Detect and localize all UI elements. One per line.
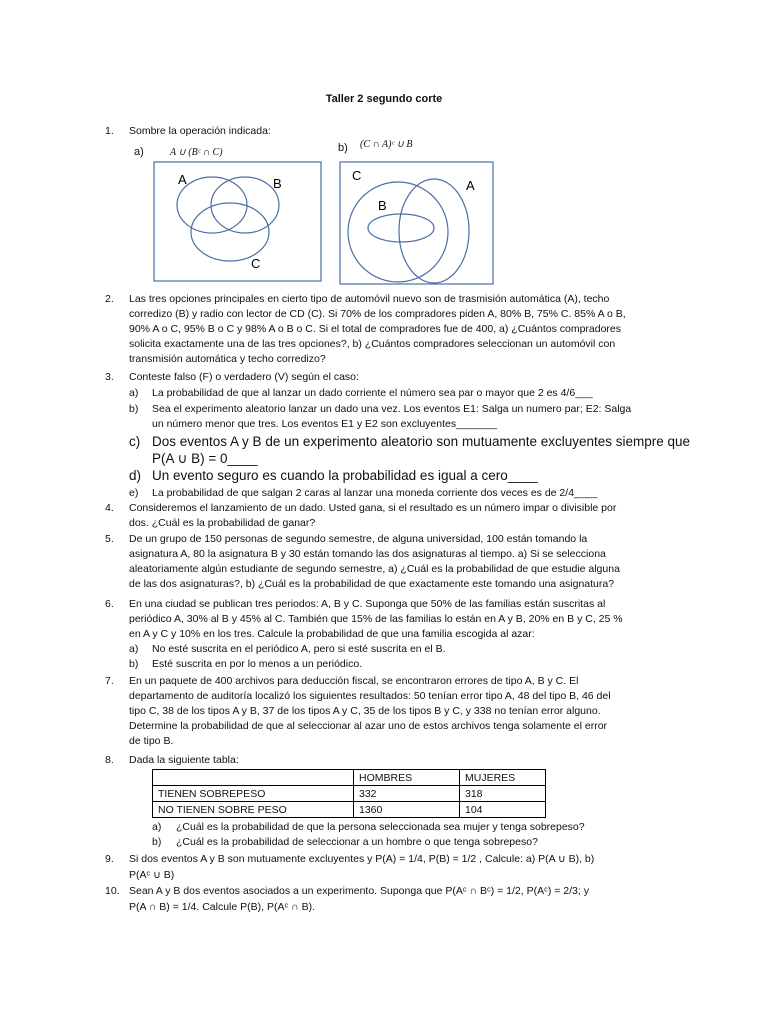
item-text: Esté suscrita en por lo menos a un periódico.	[152, 658, 363, 670]
item-letter: c)	[129, 434, 141, 449]
diagram-a-label: a)	[134, 146, 144, 158]
item-text: La probabilidad de que al lanzar un dado corriente el número sea par o mayor que 2 es 4/6___	[152, 387, 593, 399]
question-text: Dada la siguiente tabla:	[129, 754, 239, 766]
table-header-cell: HOMBRES	[354, 770, 460, 786]
question-text: Conteste falso (F) o verdadero (V) según el caso:	[129, 371, 359, 383]
item-letter: d)	[129, 468, 142, 483]
question-line: en A y C y 10% en los tres. Calcule la probabilidad de que una familia escogida al azar:	[129, 628, 535, 640]
diagram-b-label: b)	[338, 142, 348, 154]
item-text: ¿Cuál es la probabilidad de seleccionar a un hombre o que tenga sobrepeso?	[176, 836, 538, 848]
venn-a-circle-a	[177, 177, 247, 233]
question-line: asignatura A, 80 la asignatura B y 30 están tomando las dos asignaturas al tiempo. a) Si se selecciona	[129, 548, 606, 560]
venn-a-label-c: C	[251, 256, 261, 271]
item-text: Un evento seguro es cuando la probabilidad es igual a cero____	[152, 468, 538, 483]
venn-a-label-a: A	[178, 172, 187, 187]
table-cell: 318	[460, 786, 546, 802]
venn-b-circle-b	[368, 214, 434, 242]
question-line: Si dos eventos A y B son mutuamente excluyentes y P(A) = 1/4, P(B) = 1/2 , Calcule: a) P(A ∪ B), b)	[129, 853, 595, 865]
table-cell: NO TIENEN SOBRE PESO	[153, 802, 354, 818]
data-table	[152, 769, 546, 818]
question-line: En un paquete de 400 archivos para deducción fiscal, se encontraron errores de tipo A, B y C. El	[129, 675, 579, 687]
question-line: Las tres opciones principales en cierto tipo de automóvil nuevo son de trasmisión automática (A), techo	[129, 293, 610, 305]
question-line: P(Aᶜ ∪ B)	[129, 869, 175, 881]
question-line: periódico A, 30% al B y 45% al C. También que 15% de las familias lo están en A y B, 20% en B y C, 25 %	[129, 613, 623, 625]
table-header-row	[153, 770, 546, 786]
item-letter: a)	[129, 643, 139, 655]
question-line: solicita exactamente una de las tres opciones?, b) ¿Cuántos compradores seleccionan un automóvil con	[129, 338, 616, 350]
table-row	[153, 802, 546, 818]
table-cell: TIENEN SOBREPESO	[153, 786, 354, 802]
venn-b-label-a: A	[466, 178, 475, 193]
table-cell: 332	[354, 786, 460, 802]
item-text: P(A ∪ B) = 0____	[152, 451, 258, 466]
question-line: Sean A y B dos eventos asociados a un experimento. Suponga que P(Aᶜ ∩ Bᶜ) = 1/2, P(Aᶜ) = 2/3; y	[129, 885, 589, 897]
question-number: 5.	[105, 533, 114, 545]
table-cell: 1360	[354, 802, 460, 818]
question-number: 7.	[105, 675, 114, 687]
question-line: P(A ∩ B) = 1/4. Calcule P(B), P(Aᶜ ∩ B).	[129, 901, 315, 913]
table-cell: 104	[460, 802, 546, 818]
question-number: 8.	[105, 754, 114, 766]
question-line: corredizo (B) y radio con lector de CD (C). Si 70% de los compradores piden A, 80% B, 75% C. 85% A o B,	[129, 308, 626, 320]
item-text: un número menor que tres. Los eventos E1 y E2 son excluyentes_______	[152, 418, 497, 430]
question-number: 4.	[105, 502, 114, 514]
table-row	[153, 786, 546, 802]
question-line: dos. ¿Cuál es la probabilidad de ganar?	[129, 517, 316, 529]
question-line: departamento de auditoría localizó los siguientes resultados: 50 tenían error tipo A, 48 del tipo B, 46 del	[129, 690, 611, 702]
item-letter: a)	[129, 387, 139, 399]
item-text: No esté suscrita en el periódico A, pero si esté suscrita en el B.	[152, 643, 446, 655]
question-line: transmisión automática y techo corredizo?	[129, 353, 326, 365]
item-text: Sea el experimento aleatorio lanzar un dado una vez. Los eventos E1: Salga un numero par; E2: Salga	[152, 403, 632, 415]
question-number: 10.	[105, 885, 120, 897]
item-text: Dos eventos A y B de un experimento aleatorio son mutuamente excluyentes siempre que	[152, 434, 691, 449]
question-line: 90% A o C, 95% B o C y 98% A o B o C. Si el total de compradores fue de 400, a) ¿Cuántos compradores	[129, 323, 622, 335]
venn-b-label-c: C	[352, 168, 362, 183]
question-line: de tipo B.	[129, 735, 174, 747]
venn-b-label-b: B	[378, 198, 387, 213]
table-header-cell	[153, 770, 354, 786]
diagram-a-formula: A ∪ (Bᶜ ∩ C)	[170, 147, 223, 158]
question-line: Consideremos el lanzamiento de un dado. Usted gana, si el resultado es un número impar o divisible por	[129, 502, 617, 514]
item-letter: b)	[152, 836, 162, 848]
question-number: 6.	[105, 598, 114, 610]
question-text: Sombre la operación indicada:	[129, 125, 271, 137]
question-line: de las dos asignaturas?, b) ¿Cuál es la probabilidad de que exactamente este tomando una asignatura?	[129, 578, 615, 590]
venn-a-label-b: B	[273, 176, 282, 191]
page-title: Taller 2 segundo corte	[325, 93, 443, 105]
item-letter: b)	[129, 658, 139, 670]
question-line: tipo C, 38 de los tipos A y B, 37 de los tipos A y C, 35 de los tipos B y C, y 338 no tenían error alguno.	[129, 705, 601, 717]
question-line: aleatoriamente algún estudiante de segundo semestre, a) ¿Cuál es la probabilidad de que estudie alguna	[129, 563, 620, 575]
venn-diagram-b	[336, 158, 498, 288]
item-text: ¿Cuál es la probabilidad de que la persona seleccionada sea mujer y tenga sobrepeso?	[176, 821, 585, 833]
question-line: Determine la probabilidad de que al seleccionar al azar uno de estos archivos tenga solamente el error	[129, 720, 608, 732]
table-header-cell: MUJERES	[460, 770, 546, 786]
item-letter: a)	[152, 821, 162, 833]
question-number: 1.	[105, 125, 114, 137]
question-number: 9.	[105, 853, 114, 865]
item-letter: b)	[129, 403, 139, 415]
venn-diagram-a	[150, 158, 326, 285]
question-number: 3.	[105, 371, 114, 383]
question-line: De un grupo de 150 personas de segundo semestre, de alguna universidad, 100 están tomando la	[129, 533, 588, 545]
item-text: La probabilidad de que salgan 2 caras al lanzar una moneda corriente dos veces es de 2/4____	[152, 487, 598, 499]
question-number: 2.	[105, 293, 114, 305]
diagram-b-formula: (C ∩ A)ᶜ ∪ B	[360, 139, 413, 150]
question-line: En una ciudad se publican tres periodos: A, B y C. Suponga que 50% de las familias están suscritas al	[129, 598, 606, 610]
item-letter: e)	[129, 487, 139, 499]
